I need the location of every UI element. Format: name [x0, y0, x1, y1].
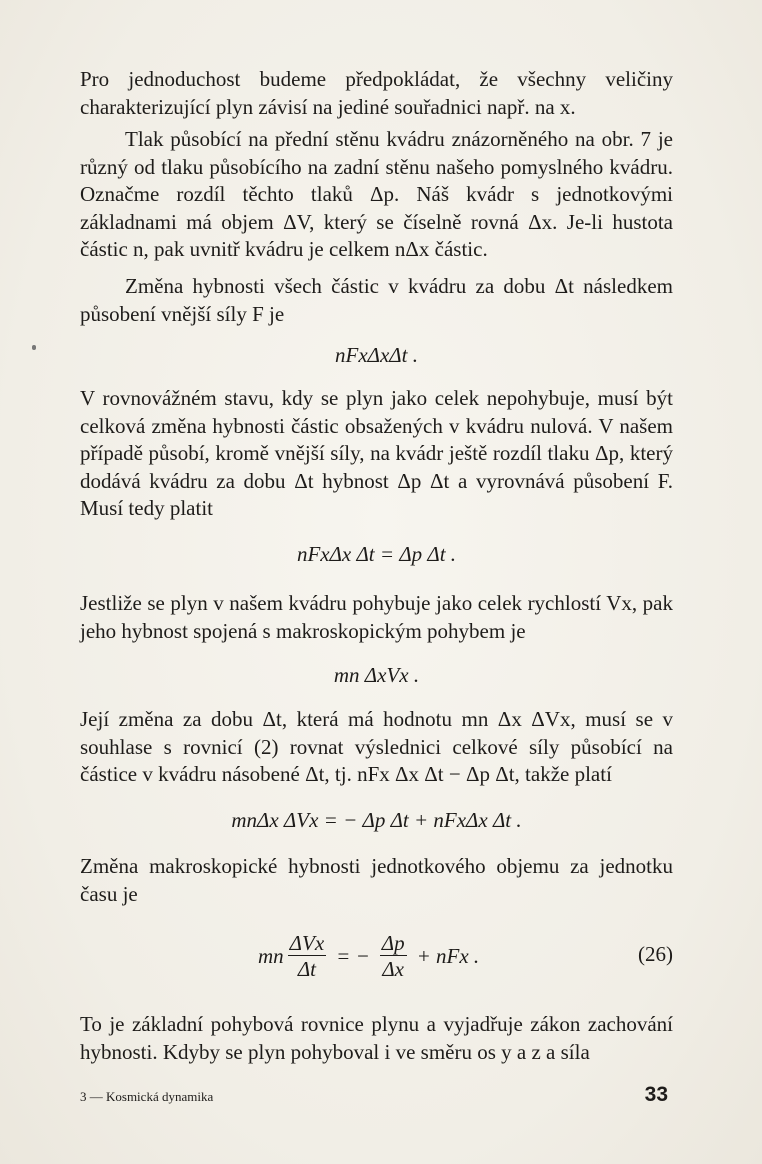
equation-26-coeff: mn [258, 943, 284, 968]
fraction-1-numerator: ΔVx [289, 930, 325, 955]
page-number: 33 [644, 1083, 668, 1106]
paragraph-2: Tlak působící na přední stěnu kvádru znázorněného na obr. 7 je různý od tlaku působícího na zadní stěnu našeho pomyslného kvádru. Označme rozdíl těchto tlaků Δp. Náš kvádr s jednotkovými základnami má objem ΔV, který se číselně rovná Δx. Je-li hustota částic n, pak uvnitř kvádru je celkem nΔx částic. [80, 127, 673, 262]
paragraph-1: Pro jednoduchost budeme předpokládat, že všechny veličiny charakterizující plyn závisí na jediné souřadnici např. na x. [80, 67, 673, 119]
equation-force-impulse: nFxΔxΔt . [335, 343, 418, 367]
equation-26-equals: = − [336, 943, 370, 968]
equation-26-tail: + nFx . [416, 943, 480, 968]
equation-equilibrium: nFxΔx Δt = Δp Δt . [296, 542, 457, 566]
fraction-1-denominator: Δt [297, 956, 316, 981]
equation-26-body [258, 928, 479, 984]
equation-26-fraction-2 [380, 931, 407, 982]
fraction-2-denominator: Δx [382, 956, 404, 981]
print-speck [32, 345, 36, 350]
paragraph-6: Její změna za dobu Δt, která má hodnotu mn Δx ΔVx, musí se v souhlase s rovnicí (2) rovnat výslednici celkové síly působící na částice v kvádru násobené Δt, tj. nFx Δx Δt − Δp Δt, takže platí [80, 707, 673, 787]
paragraph-8: To je základní pohybová rovnice plynu a vyjadřuje zákon zachování hybnosti. Kdyby se plyn pohyboval i ve směru os y a z a síla [80, 1012, 673, 1064]
paragraph-4: V rovnovážném stavu, kdy se plyn jako celek nepohybuje, musí být celková změna hybnosti částic obsažených v kvádru nulová. V našem případě působí, kromě vnější síly, na kvádr ještě rozdíl tlaku Δp, který dodává kvádru za dobu Δt hybnost Δp Δt a vyrovnává působení F. Musí tedy platit [80, 386, 673, 521]
paragraph-3: Změna hybnosti všech částic v kvádru za dobu Δt následkem působení vnější síly F je [80, 274, 673, 326]
equation-26 [80, 928, 673, 984]
equation-26-fraction-1 [288, 931, 326, 982]
chapter-footer: 3 — Kosmická dynamika [80, 1089, 214, 1104]
equation-momentum: mn ΔxVx . [333, 663, 420, 687]
equation-momentum-change: mnΔx ΔVx = − Δp Δt + nFxΔx Δt . [231, 808, 522, 832]
paragraph-7: Změna makroskopické hybnosti jednotkového objemu za jednotku času je [80, 854, 673, 906]
equation-number: (26) [638, 942, 673, 966]
fraction-2-numerator: Δp [381, 930, 405, 955]
paragraph-5: Jestliže se plyn v našem kvádru pohybuje jako celek rychlostí Vx, pak jeho hybnost spojená s makroskopickým pohybem je [80, 591, 673, 643]
